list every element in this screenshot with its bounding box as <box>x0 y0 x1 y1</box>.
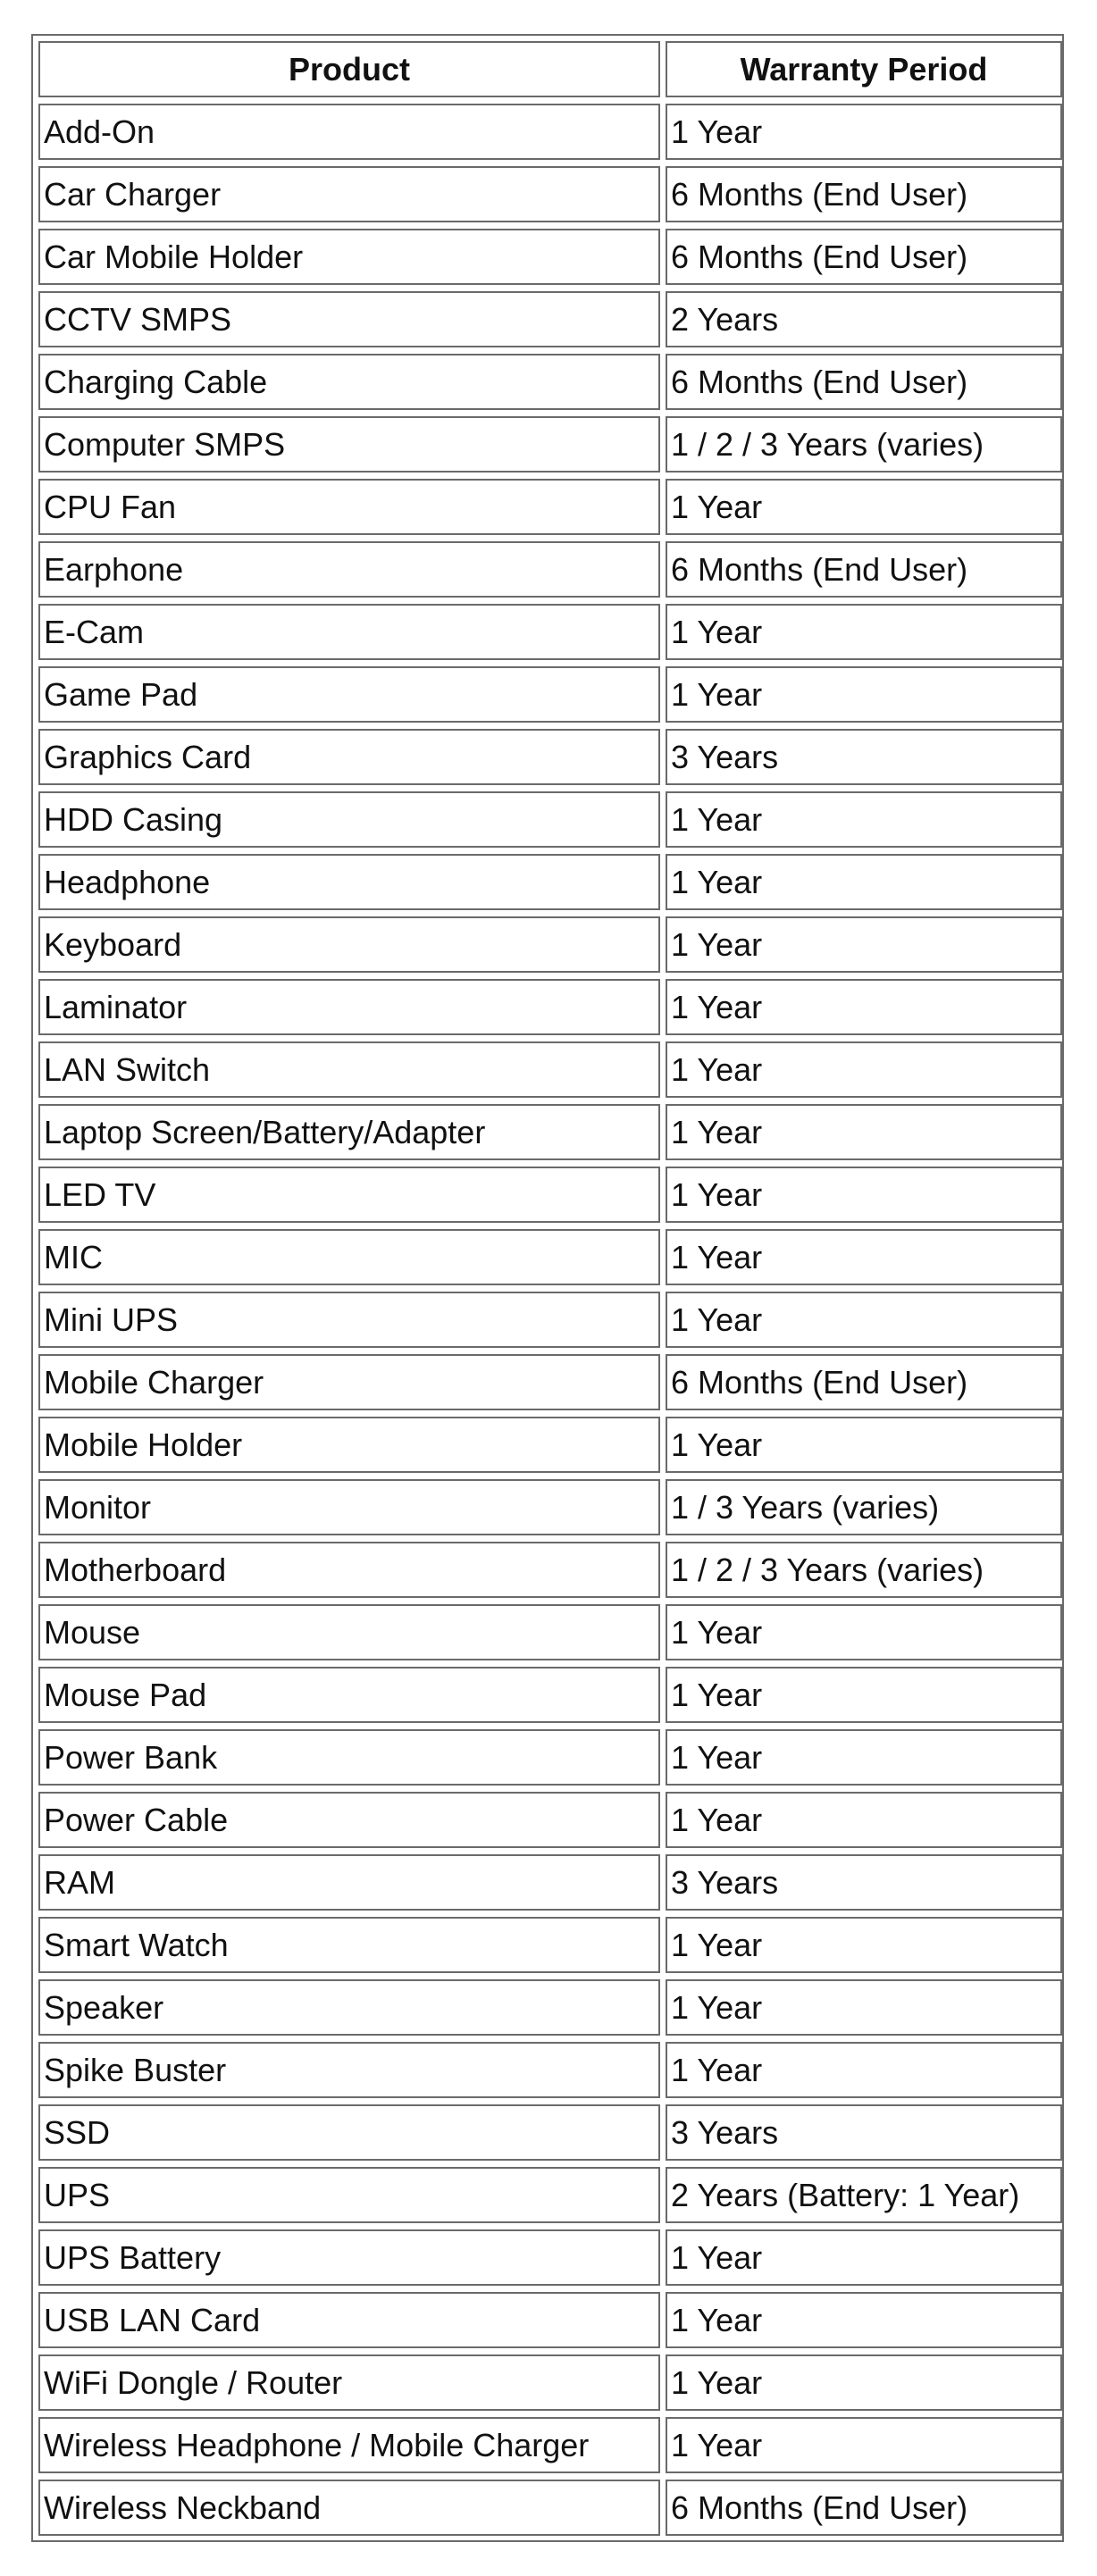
warranty-period-cell: 1 Year <box>666 1979 1062 2036</box>
warranty-period-cell: 1 Year <box>666 2417 1062 2473</box>
product-cell: CCTV SMPS <box>38 291 660 347</box>
warranty-period-cell: 6 Months (End User) <box>666 2480 1062 2536</box>
warranty-period-cell: 3 Years <box>666 1854 1062 1911</box>
product-cell: UPS <box>38 2167 660 2223</box>
warranty-period-cell: 1 Year <box>666 1229 1062 1285</box>
warranty-period-cell: 1 Year <box>666 2229 1062 2286</box>
product-cell: Mouse Pad <box>38 1667 660 1723</box>
product-cell: WiFi Dongle / Router <box>38 2354 660 2411</box>
product-cell: Graphics Card <box>38 729 660 785</box>
product-cell: Computer SMPS <box>38 416 660 473</box>
product-cell: LED TV <box>38 1167 660 1223</box>
product-cell: Smart Watch <box>38 1917 660 1973</box>
header-product: Product <box>38 41 660 97</box>
warranty-period-cell: 6 Months (End User) <box>666 1354 1062 1410</box>
warranty-period-cell: 1 Year <box>666 1167 1062 1223</box>
product-cell: Mouse <box>38 1604 660 1660</box>
warranty-period-cell: 1 Year <box>666 1604 1062 1660</box>
warranty-period-cell: 1 Year <box>666 2292 1062 2348</box>
warranty-period-cell: 1 Year <box>666 1667 1062 1723</box>
product-cell: Spike Buster <box>38 2042 660 2098</box>
warranty-period-cell: 1 Year <box>666 1041 1062 1098</box>
warranty-period-cell: 1 Year <box>666 979 1062 1035</box>
warranty-table <box>31 34 1064 2542</box>
product-cell: USB LAN Card <box>38 2292 660 2348</box>
warranty-period-cell: 1 Year <box>666 1729 1062 1786</box>
product-cell: Laminator <box>38 979 660 1035</box>
header-warranty-period: Warranty Period <box>666 41 1062 97</box>
warranty-period-cell: 1 Year <box>666 1104 1062 1160</box>
warranty-period-cell: 1 Year <box>666 104 1062 160</box>
warranty-period-cell: 1 / 2 / 3 Years (varies) <box>666 416 1062 473</box>
warranty-period-cell: 6 Months (End User) <box>666 166 1062 222</box>
warranty-period-cell: 1 / 2 / 3 Years (varies) <box>666 1542 1062 1598</box>
product-cell: Car Mobile Holder <box>38 229 660 285</box>
product-cell: LAN Switch <box>38 1041 660 1098</box>
warranty-period-cell: 1 Year <box>666 1417 1062 1473</box>
warranty-period-cell: 6 Months (End User) <box>666 541 1062 598</box>
warranty-period-cell: 1 Year <box>666 854 1062 910</box>
warranty-period-cell: 3 Years <box>666 2104 1062 2161</box>
warranty-period-cell: 6 Months (End User) <box>666 354 1062 410</box>
warranty-period-cell: 6 Months (End User) <box>666 229 1062 285</box>
product-cell: SSD <box>38 2104 660 2161</box>
warranty-period-cell: 1 Year <box>666 791 1062 848</box>
product-cell: RAM <box>38 1854 660 1911</box>
product-cell: Game Pad <box>38 666 660 723</box>
warranty-period-cell: 1 Year <box>666 2042 1062 2098</box>
warranty-period-cell: 1 Year <box>666 666 1062 723</box>
product-cell: Add-On <box>38 104 660 160</box>
product-cell: Power Bank <box>38 1729 660 1786</box>
product-cell: Earphone <box>38 541 660 598</box>
warranty-period-cell: 1 Year <box>666 1292 1062 1348</box>
warranty-period-cell: 2 Years (Battery: 1 Year) <box>666 2167 1062 2223</box>
product-cell: Charging Cable <box>38 354 660 410</box>
warranty-table-grid <box>38 41 1057 2535</box>
product-cell: Speaker <box>38 1979 660 2036</box>
product-cell: CPU Fan <box>38 479 660 535</box>
product-cell: MIC <box>38 1229 660 1285</box>
warranty-period-cell: 3 Years <box>666 729 1062 785</box>
product-cell: HDD Casing <box>38 791 660 848</box>
product-cell: Mobile Charger <box>38 1354 660 1410</box>
product-cell: Keyboard <box>38 916 660 973</box>
product-cell: UPS Battery <box>38 2229 660 2286</box>
product-cell: Wireless Neckband <box>38 2480 660 2536</box>
product-cell: E-Cam <box>38 604 660 660</box>
product-cell: Power Cable <box>38 1792 660 1848</box>
warranty-period-cell: 1 Year <box>666 1792 1062 1848</box>
warranty-period-cell: 1 Year <box>666 916 1062 973</box>
warranty-period-cell: 2 Years <box>666 291 1062 347</box>
warranty-period-cell: 1 Year <box>666 479 1062 535</box>
warranty-period-cell: 1 Year <box>666 2354 1062 2411</box>
product-cell: Motherboard <box>38 1542 660 1598</box>
product-cell: Laptop Screen/Battery/Adapter <box>38 1104 660 1160</box>
product-cell: Wireless Headphone / Mobile Charger <box>38 2417 660 2473</box>
product-cell: Mobile Holder <box>38 1417 660 1473</box>
product-cell: Car Charger <box>38 166 660 222</box>
warranty-period-cell: 1 Year <box>666 1917 1062 1973</box>
product-cell: Monitor <box>38 1479 660 1535</box>
product-cell: Mini UPS <box>38 1292 660 1348</box>
product-cell: Headphone <box>38 854 660 910</box>
warranty-period-cell: 1 Year <box>666 604 1062 660</box>
warranty-period-cell: 1 / 3 Years (varies) <box>666 1479 1062 1535</box>
